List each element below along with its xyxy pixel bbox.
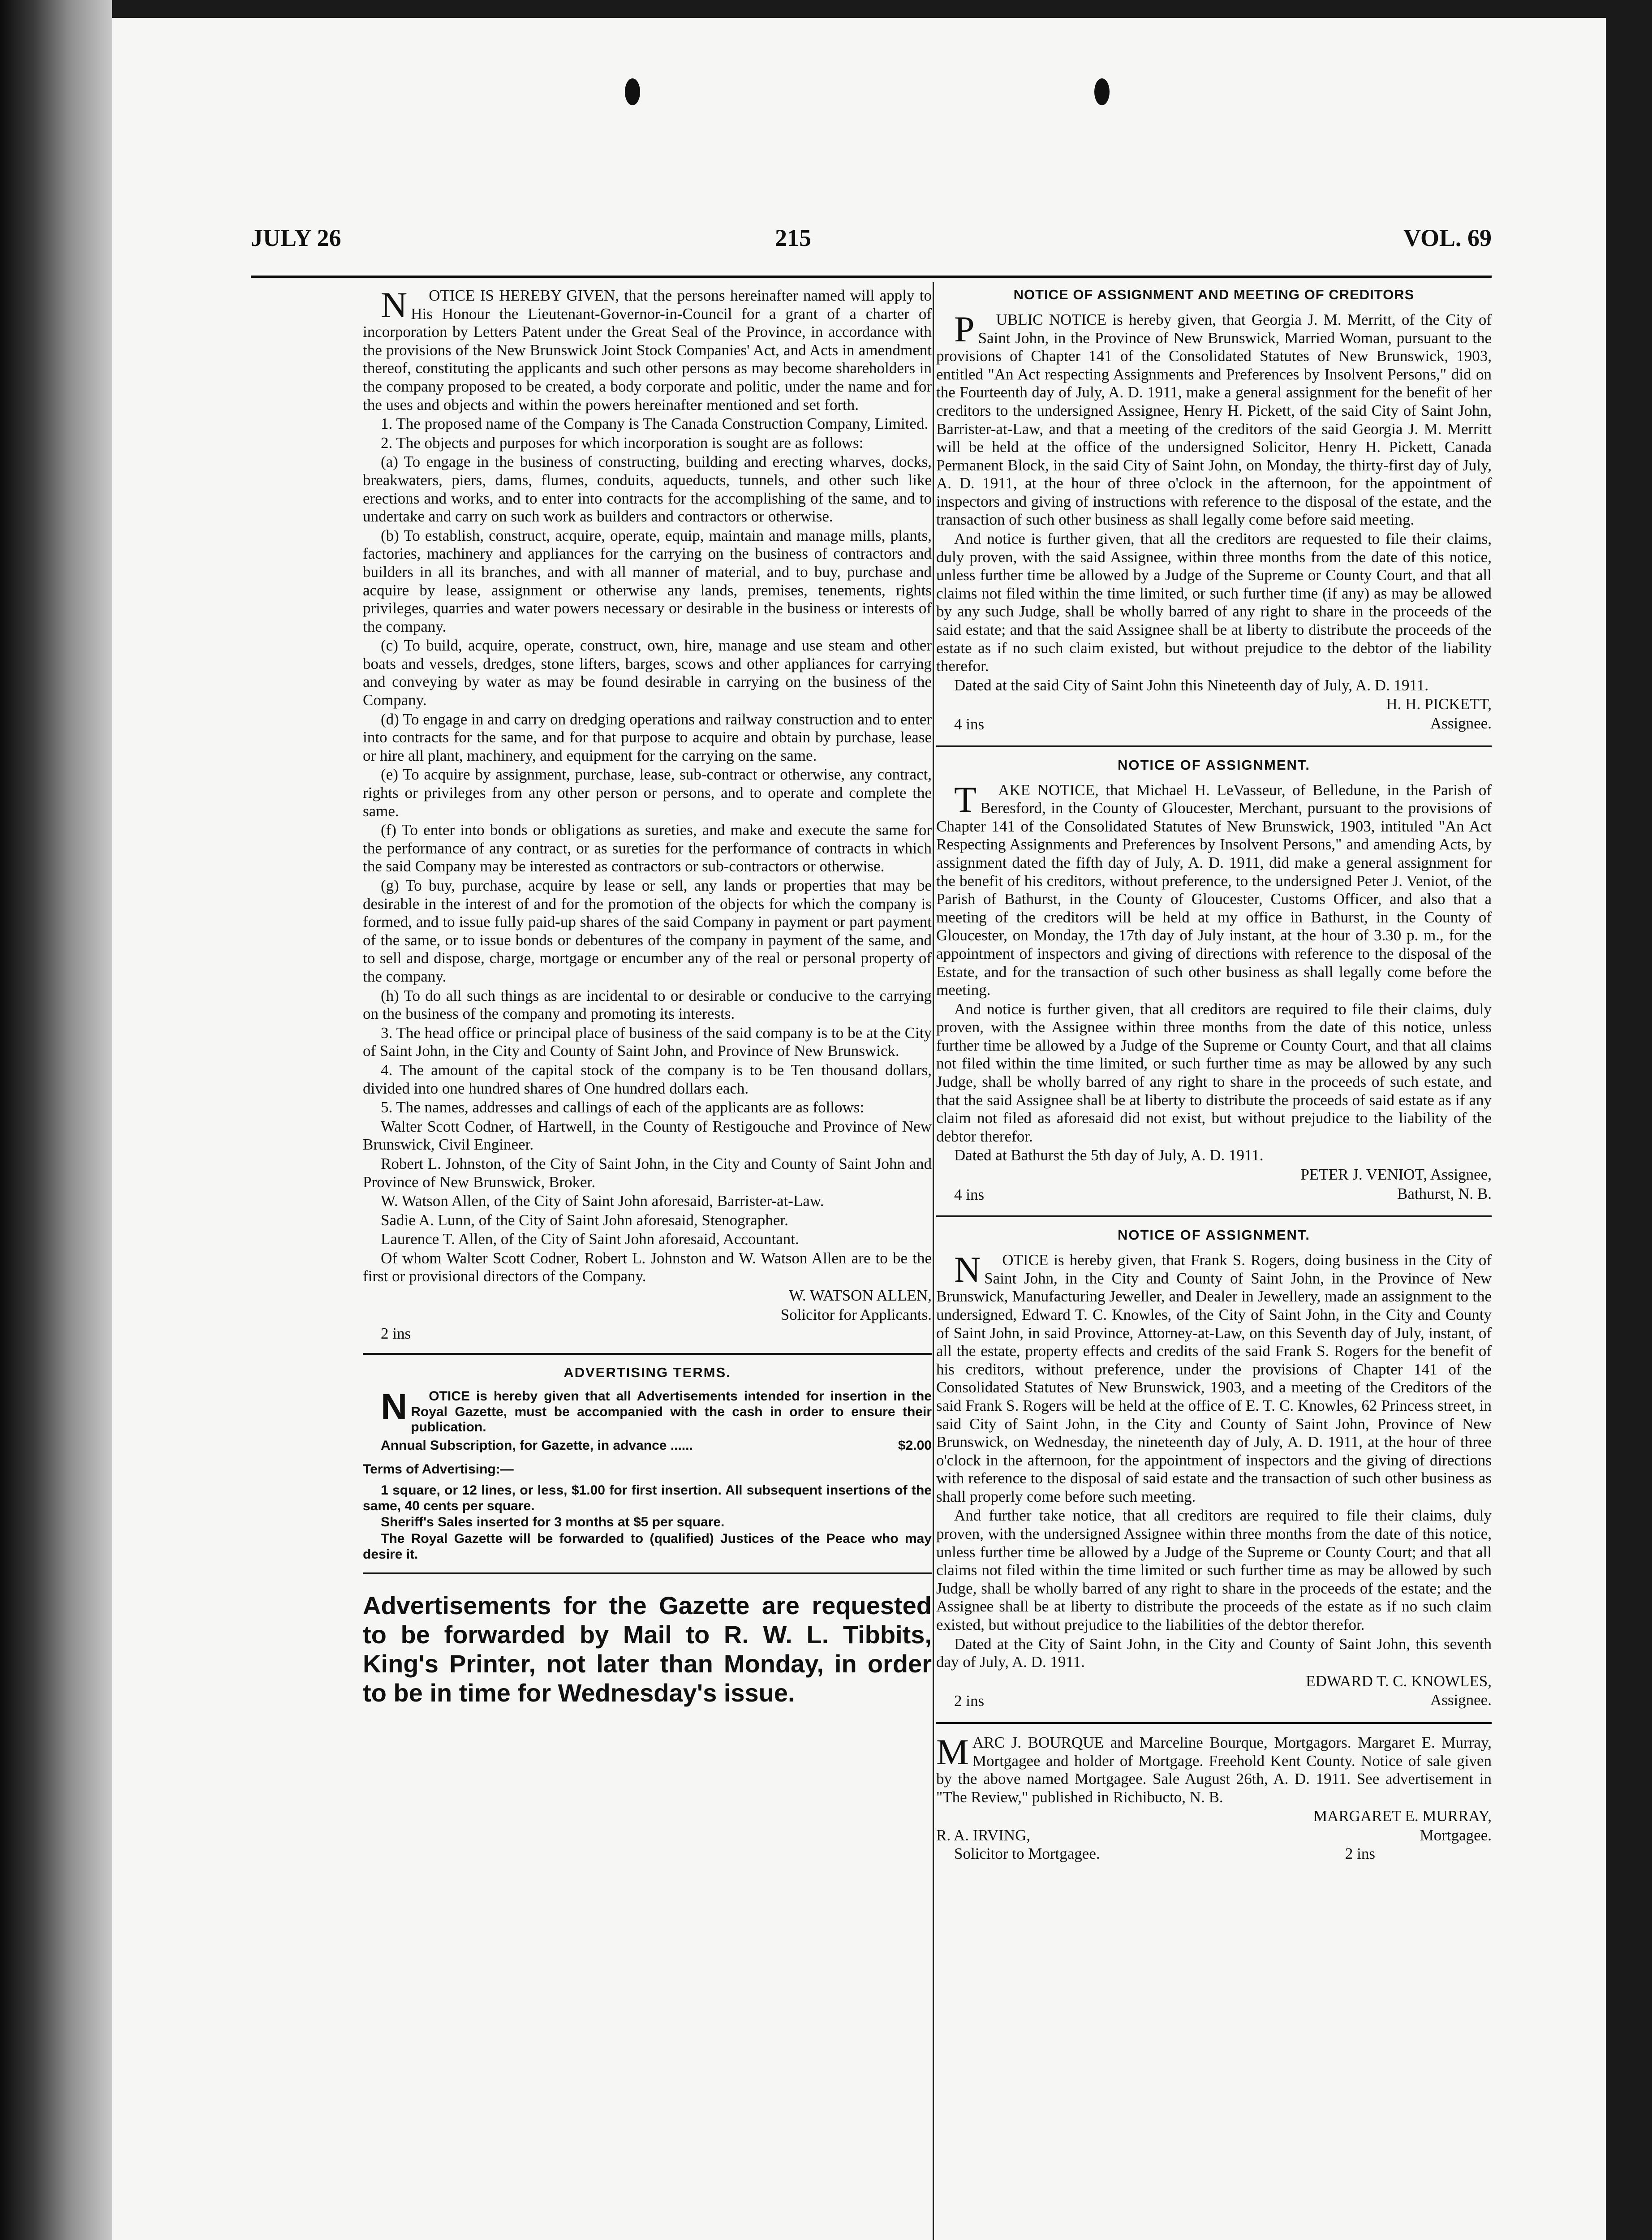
issue-date: JULY 26 xyxy=(251,224,341,251)
subscription-price: $2.00 xyxy=(898,1438,932,1453)
assignment-paragraph: And notice is further given, that all the creditors are requested to file their claims, duly proven, with the said Assignee, within three months from the date of this notice, unless further time be allowed by a Judge of the Supreme or County Court, and that all claims not filed within the time limited, or such further time (if any) as may be allowed by any such Judge, shall be wholly barred of any right to share in the proceeds of the said estate; and that the said Assignee shall be at liberty to distribute the proceeds of the estate as if no such claim existed, but without prejudice to the debtor of the liability therefor. xyxy=(936,530,1492,675)
charter-notice xyxy=(363,284,932,1343)
charter-signer-title: Solicitor for Applicants. xyxy=(780,1305,932,1323)
charter-paragraph: Of whom Walter Scott Codner, Robert L. Johnston and W. Watson Allen are to be the first or provisional directors of the Company. xyxy=(363,1249,932,1285)
insertion-count: 4 ins xyxy=(954,715,985,733)
volume-number: VOL. 69 xyxy=(1403,224,1492,251)
insertion-count: 2 ins xyxy=(381,1325,411,1343)
charter-paragraph: Walter Scott Codner, of Hartwell, in the County of Restigouche and Province of New Brunswick, Civil Engineer. xyxy=(363,1117,932,1154)
mortgage-sign-row xyxy=(936,1826,1492,1845)
advertising-notice: NOTICE is hereby given that all Advertisements intended for insertion in the Royal Gazette, must be accompanied with the cash in order to ensure their publication. xyxy=(381,1386,932,1435)
charter-paragraph: 2. The objects and purposes for which incorporation is sought are as follows: xyxy=(381,434,864,452)
page-header xyxy=(251,224,1492,260)
charter-paragraph: Laurence T. Allen, of the City of Saint John aforesaid, Accountant. xyxy=(381,1230,799,1248)
charter-paragraph: 5. The names, addresses and callings of each of the applicants are as follows: xyxy=(381,1098,865,1116)
assignment-paragraph: TAKE NOTICE, that Michael H. LeVasseur, of Belledune, in the Parish of Beresford, in the County of Gloucester, Merchant, pursuant to the provisions of Chapter 141 of the Consolidated Statutes of New Brunswick, 1903, intituled "An Act Respecting Assignments and Preferences by Insolvent Persons," and amending Acts, by assignment dated the fifth day of July, A. D. 1911, did make a general assignment for the benefit of his creditors, without preference, to the undersigned Peter J. Veniot, of the Parish of Bathurst, in the County of Gloucester, Customs Officer, and also that a meeting of the creditors will be held at my office in Bathurst, in the County of Gloucester, on Monday, the 17th day of July instant, at the hour of 3.30 p. m., for the appointment of inspectors and giving of directions with reference to the disposal of the Estate, and for the transaction of such other business as shall legally come before the meeting. xyxy=(936,779,1492,999)
insertion-count: 4 ins xyxy=(954,1185,985,1203)
punch-hole xyxy=(1094,78,1110,105)
mortgage-paragraph: MARC J. BOURQUE and Marceline Bourque, Mortgagors. Margaret E. Murray, Mortgagee and holder of Mortgage. Freehold Kent County. Notice of sale given by the above named Mortgagee. Sale August 26th, A. D. 1911. See advertisement in "The Review," published in Richibucto, N. B. xyxy=(936,1732,1492,1806)
assignment-meeting-notice xyxy=(936,287,1492,736)
section-rule xyxy=(363,1572,932,1574)
subscription-label: Annual Subscription, for Gazette, in advance ...... xyxy=(381,1438,693,1453)
terms-label: Terms of Advertising:— xyxy=(363,1461,514,1477)
charter-paragraph: NOTICE IS HEREBY GIVEN, that the persons hereinafter named will apply to His Honour the Lieutenant-Governor-in-Council for a grant of a charter of incorporation by Letters Patent under the Great Seal of the Province, in accordance with the provisions of the New Brunswick Joint Stock Companies' Act, and Acts in amendment thereof, constituting the applicants and such other persons as may become shareholders in the company proposed to be created, a body corporate and politic, under the name and for the uses and objects and within the powers hereinafter mentioned and set forth. xyxy=(363,284,932,414)
terms-item: Sheriff's Sales inserted for 3 months at $5 per square. xyxy=(381,1515,725,1530)
right-column xyxy=(936,287,1492,1863)
assignment-heading: NOTICE OF ASSIGNMENT. xyxy=(1117,1227,1311,1243)
assignment-heading: NOTICE OF ASSIGNMENT. xyxy=(1117,757,1311,773)
signer-row xyxy=(936,1691,1492,1712)
solicitor-name: R. A. IRVING, xyxy=(936,1826,1031,1844)
insertion-count: 2 ins xyxy=(954,1692,985,1710)
charter-paragraph: (a) To engage in the business of constructing, building and erecting wharves, docks, breakwaters, piers, dams, flumes, conduits, aqueducts, tunnels, and other such like erections and works, and to enter into contracts for the accomplishing of the same, and to undertake and carry on such work as builders and contractors or otherwise. xyxy=(363,453,932,526)
left-column xyxy=(363,284,932,1708)
charter-paragraph: 4. The amount of the capital stock of the company is to be Ten thousand dollars, divided into one hundred shares of One hundred dollars each. xyxy=(363,1061,932,1097)
assignment-paragraph: PUBLIC NOTICE is hereby given, that Georgia J. M. Merritt, of the City of Saint John, in the Province of New Brunswick, Married Woman, pursuant to the provisions of Chapter 141 of the Consolidated Statutes of New Brunswick, 1903, entitled "An Act respecting Assignments and Preferences by Insolvent Persons," did on the Fourteenth day of July, A. D. 1911, make a general assignment for the benefit of her creditors to the undersigned Assignee, Henry H. Pickett, of the said City of Saint John, Barrister-at-Law, and that a meeting of the creditors of the said Georgia J. M. Merritt will be held at the office of the undersigned Solicitor, Henry H. Pickett, Canada Permanent Block, in the said City of Saint John, on Monday, the thirty-first day of July, A. D. 1911, at the hour of three o'clock in the afternoon, for the appointment of inspectors and giving of instructions with reference to the disposal of the estate, and the transaction of such other business as shall legally come before said meeting. xyxy=(936,308,1492,529)
charter-paragraph: 1. The proposed name of the Company is The Canada Construction Company, Limited. xyxy=(381,415,929,433)
charter-paragraph: Sadie A. Lunn, of the City of Saint John aforesaid, Stenographer. xyxy=(381,1211,788,1229)
rogers-assignment-notice xyxy=(936,1227,1492,1712)
column-divider xyxy=(933,282,934,2240)
mortgagee-title: Mortgagee. xyxy=(1420,1826,1492,1844)
levasseur-assignment-notice xyxy=(936,757,1492,1206)
assignment-paragraph: Dated at the said City of Saint John this Nineteenth day of July, A. D. 1911. xyxy=(954,676,1428,694)
charter-paragraph: (b) To establish, construct, acquire, operate, equip, maintain and manage mills, plants, factories, machinery and appliances for the carrying on the business of contractors and builders in all its branches, and with all manner of material, and to buy, purchase and acquire by lease, assignment or otherwise any lands, premises, tenements, rights privileges, quarries and water powers necessary or desirable in the business or interests of the company. xyxy=(363,526,932,635)
advertising-heading: ADVERTISING TERMS. xyxy=(564,1364,731,1380)
charter-paragraph: W. Watson Allen, of the City of Saint John aforesaid, Barrister-at-Law. xyxy=(381,1192,824,1210)
punch-hole xyxy=(625,78,640,105)
assignment-paragraph: NOTICE is hereby given, that Frank S. Rogers, doing business in the City of Saint John, in the City and County of Saint John, in the Province of New Brunswick, Manufacturing Jeweller, and Dealer in Jewellery, made an assignment to the undersigned, Edward T. C. Knowles, of the City of Saint John, in the City and County of Saint John, in said Province, Attorney-at-Law, on this Seventh day of July, instant, of all the estate, property effects and credits of the said Frank S. Rogers for the benefit of his creditors, without preference, under the provisions of Chapter 141 of the Consolidated Statutes of New Brunswick, 1903, and a meeting of the Creditors of the said Frank S. Rogers will be held at the office of E. T. C. Knowles, 62 Princess street, in said City of Saint John, in the City and County of Saint John, Province of New Brunswick, on Wednesday, the nineteenth day of July, A. D. 1911, at the hour of three o'clock in the afternoon, for the appointment of inspectors and the giving of directions with reference to the disposal of said estate and the transaction of such other business as shall properly come before such meeting. xyxy=(936,1249,1492,1505)
signer-row xyxy=(936,715,1492,736)
section-rule xyxy=(363,1353,932,1355)
charter-paragraph: (e) To acquire by assignment, purchase, lease, sub-contract or otherwise, any contract, rights or privileges from any other person or persons, and to operate and complete the same. xyxy=(363,766,932,820)
mortgagee-name: MARGARET E. MURRAY, xyxy=(1313,1807,1492,1825)
assignment-paragraph: Dated at Bathurst the 5th day of July, A. D. 1911. xyxy=(954,1146,1264,1164)
charter-signer: W. WATSON ALLEN, xyxy=(789,1287,932,1305)
mortgage-sign-row xyxy=(936,1845,1492,1863)
section-rule xyxy=(936,1215,1492,1217)
section-rule xyxy=(936,745,1492,747)
charter-paragraph: 3. The head office or principal place of business of the said company is to be at the City of Saint John, in the City and County of Saint John, and Province of New Brunswick. xyxy=(363,1024,932,1060)
charter-paragraph: (f) To enter into bonds or obligations as sureties, and make and execute the same for the performance of any contract, or as sureties for the performance of contracts in which the said Company may be interested as contractors or sub-contractors or otherwise. xyxy=(363,821,932,875)
assignment-meeting-heading: NOTICE OF ASSIGNMENT AND MEETING OF CREDITORS xyxy=(1013,287,1415,302)
charter-paragraph: (d) To engage in and carry on dredging operations and railway construction and to enter into contracts for the same, and for that purpose to acquire and obtain by purchase, lease or hire all plant, machinery, and equipment for the carrying on the same. xyxy=(363,710,932,764)
charter-paragraph: (g) To buy, purchase, acquire by lease or sell, any lands or properties that may be desirable in the interest of and for the promotion of the objects for which the company is formed, and to issue fully paid-up shares of the said Company in payment or part payment of the same, or to issue bonds or debentures of the company in payment of the same, and to sell and dispose, charge, mortgage or encumber any of the real or personal property of the company. xyxy=(363,877,932,985)
subscription-row xyxy=(381,1438,932,1454)
charter-paragraph: (c) To build, acquire, operate, construct, own, hire, manage and use steam and other boats and vessels, dredges, stone lifters, barges, scows and other appliances for carrying and conveying by water as may be found desirable in carrying on the business of the Company. xyxy=(363,637,932,709)
assignment-paragraph: And notice is further given, that all creditors are required to file their claims, duly proven, with the Assignee within three months from the date of this notice, unless further time be allowed by a Judge of the Supreme or County Court, and that all claims not filed within the time limited, or such further time as may be allowed by any such Judge, shall be wholly barred of any right to share in the proceeds of such estate, and that the said Assignee shall be at liberty to distribute the proceeds of said estate as if any claim not filed as aforesaid did not exist, but without prejudice to the liability of the debtor therefor. xyxy=(936,1000,1492,1145)
terms-item: The Royal Gazette will be forwarded to (qualified) Justices of the Peace who may desire it. xyxy=(363,1531,932,1562)
assignee-title: Assignee. xyxy=(1430,715,1492,732)
charter-paragraph: Robert L. Johnston, of the City of Saint John, in the City and County of Saint John and Province of New Brunswick, Broker. xyxy=(363,1154,932,1191)
assignment-paragraph: Dated at the City of Saint John, in the City and County of Saint John, this seventh day of July, A. D. 1911. xyxy=(936,1635,1492,1671)
assignee-signer: H. H. PICKETT, xyxy=(1386,695,1492,713)
assignee-place: Bathurst, N. B. xyxy=(1397,1185,1492,1202)
mail-notice: Advertisements for the Gazette are requested to be forwarded by Mail to R. W. L. Tibbits, King's Printer, not later than Monday, in order to be in time for Wednesday's issue. xyxy=(363,1591,932,1707)
book-binding xyxy=(0,0,112,2240)
mortgage-notice xyxy=(936,1734,1492,1863)
signer-row xyxy=(936,1185,1492,1206)
assignee-signer: PETER J. VENIOT, Assignee, xyxy=(1300,1166,1492,1184)
charter-paragraph: (h) To do all such things as are incidental to or desirable or conducive to the carrying on the business of the company and promoting its interests. xyxy=(363,986,932,1023)
advertising-terms xyxy=(363,1365,932,1563)
assignee-title: Assignee. xyxy=(1430,1691,1492,1709)
solicitor-title: Solicitor to Mortgagee. xyxy=(954,1844,1100,1862)
assignment-paragraph: And further take notice, that all creditors are required to file their claims, duly proven, with the undersigned Assignee within three months from the date of this notice, unless further time be allowed by a Judge of the Supreme or County Court; and that all claims not filed within the time limited or such further time as may be allowed by such Judge, shall be wholly barred of any right to share in the proceeds of the estate; and the Assignee shall be at liberty to distribute the proceeds of the estate as if no such claim existed, but without prejudice to the liabilities of the debtor therefor. xyxy=(936,1507,1492,1634)
header-rule xyxy=(251,276,1492,278)
terms-item: 1 square, or 12 lines, or less, $1.00 for first insertion. All subsequent insertions of the same, 40 cents per square. xyxy=(363,1482,932,1513)
assignee-signer: EDWARD T. C. KNOWLES, xyxy=(1306,1672,1492,1690)
section-rule xyxy=(936,1722,1492,1724)
page-number: 215 xyxy=(775,224,811,251)
insertion-count: 2 ins xyxy=(1345,1844,1375,1862)
